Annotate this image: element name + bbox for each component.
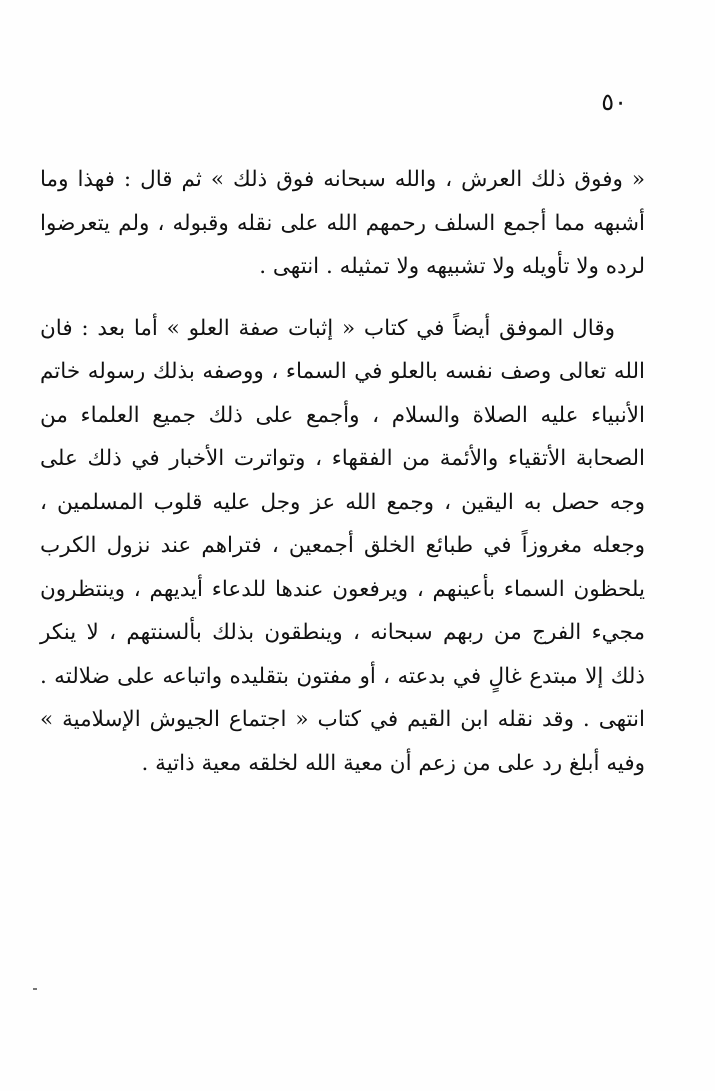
paragraph-2: وقال الموفق أيضاً في كتاب « إثبات صفة العلو » أما بعد : فان الله تعالى وصف نفسه بالعلو في السماء ، ووصفه بذلك رسوله خاتم الأنبياء عليه الصلاة والسلام ، وأجمع على ذلك جميع العلماء من الصحابة الأتقياء والأئمة من الفقهاء ، وتواترت الأخبار في ذلك على وجه حصل به اليقين ، وجمع الله عز وجل عليه قلوب المسلمين ، وجعله مغروزاً في طبائع الخلق أجمعين ، فتراهم عند نزول الكرب يلحظون السماء بأعينهم ، ويرفعون عندها للدعاء أيديهم ، وينتظرون مجيء الفرج من ربهم سبحانه ، وينطقون بذلك بألسنتهم ، لا ينكر ذلك إلا مبتدع غالٍ في بدعته ، أو مفتون بتقليده واتباعه على ضلالته . انتهى . وقد نقله ابن القيم في كتاب « اجتماع الجيوش الإسلامية » وفيه أبلغ رد على من زعم أن معية الله لخلقه معية ذاتية . (40, 315, 645, 776)
page-number: ٥٠ (601, 88, 627, 116)
scan-mark (33, 988, 37, 990)
paragraph-1: « وفوق ذلك العرش ، والله سبحانه فوق ذلك » ثم قال : فهذا وما أشبهه مما أجمع السلف رحمهم الله على نقله وقبوله ، ولم يتعرضوا لرده ولا تأويله ولا تشبيهه ولا تمثيله . انتهى . (40, 167, 645, 279)
body-text (40, 158, 645, 785)
